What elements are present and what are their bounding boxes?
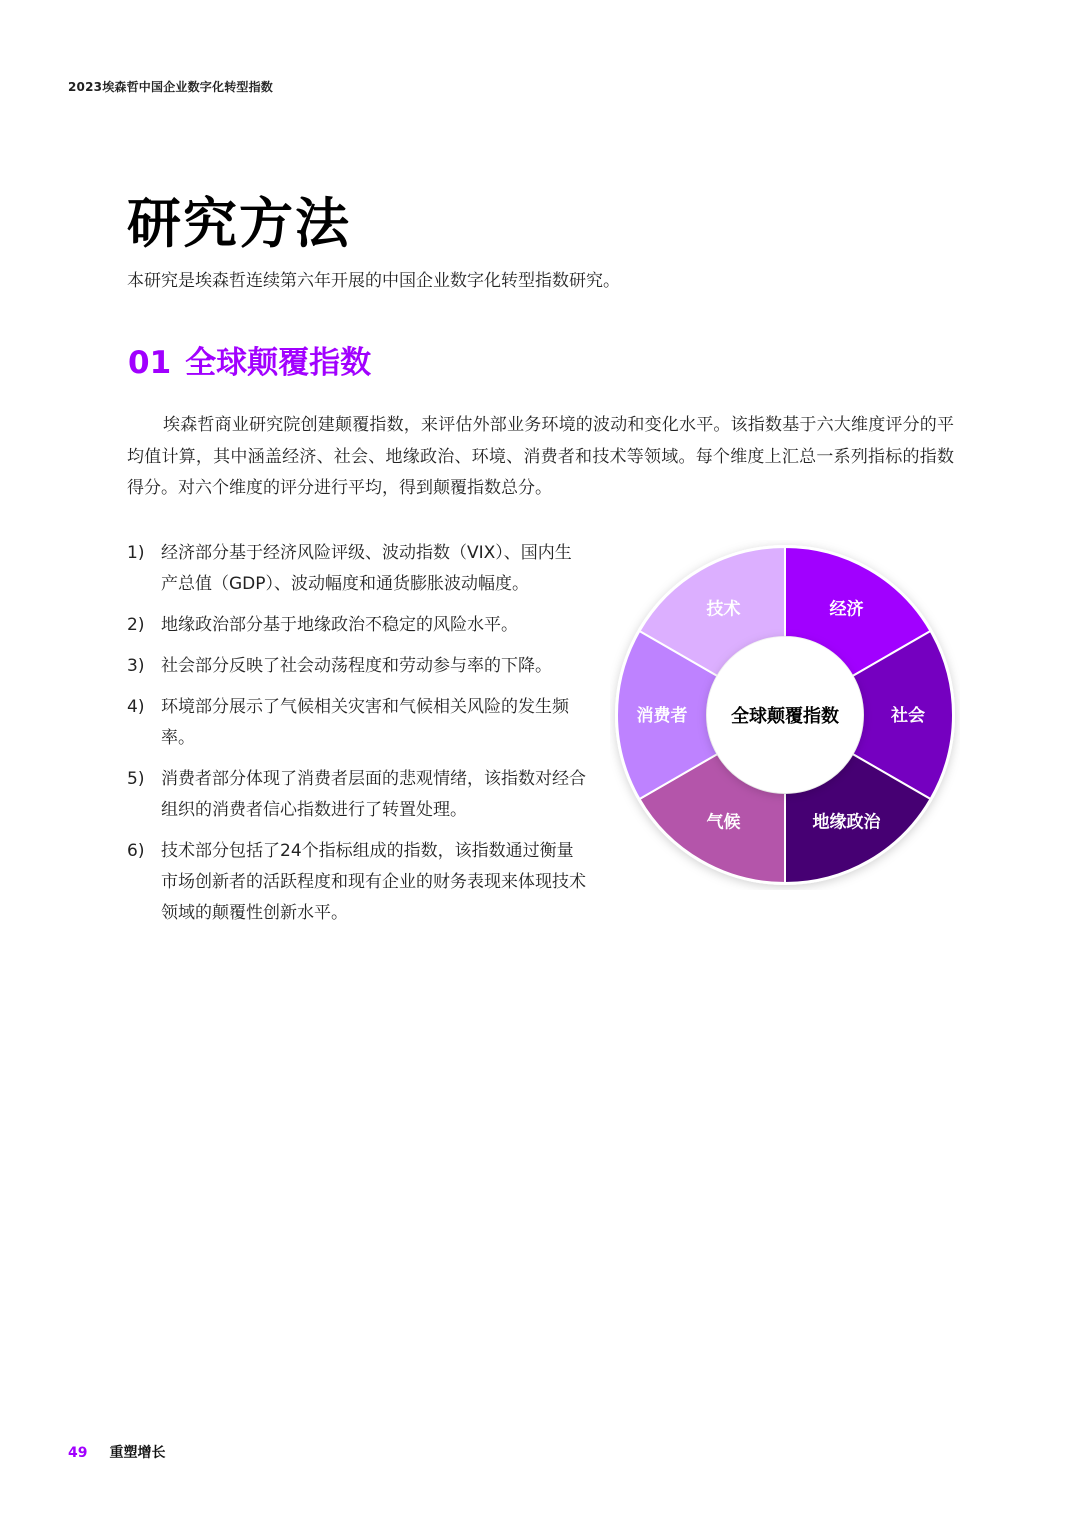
- list-item: [127, 651, 587, 682]
- donut-segment-label: 地缘政治: [812, 812, 881, 833]
- list-item: [127, 764, 587, 826]
- section-heading: [128, 345, 371, 382]
- list-item-index: 5): [127, 769, 145, 789]
- donut-center-label: 全球颠覆指数: [731, 706, 839, 727]
- list-item: [127, 836, 587, 929]
- list-item-text: 环境部分展示了气候相关灾害和气候相关风险的发生频率。: [161, 697, 569, 748]
- donut-segment-label: 消费者: [636, 706, 688, 726]
- list-item-text: 经济部分基于经济风险评级、波动指数（VIX）、国内生产总值（GDP）、波动幅度和通货膨胀波动幅度。: [161, 543, 572, 594]
- donut-segment-label: 气候: [706, 812, 741, 833]
- list-item: [127, 538, 587, 600]
- page-title: 研究方法: [127, 192, 351, 255]
- page-number: 49: [68, 1445, 88, 1461]
- donut-chart: [610, 540, 960, 890]
- list-item-text: 地缘政治部分基于地缘政治不稳定的风险水平。: [161, 615, 518, 635]
- list-item: [127, 692, 587, 754]
- list-item-text: 社会部分反映了社会动荡程度和劳动参与率的下降。: [161, 656, 552, 676]
- donut-segment-label: 技术: [706, 599, 741, 620]
- list-item-index: 4): [127, 697, 145, 717]
- intro-paragraph: 埃森哲商业研究院创建颠覆指数，来评估外部业务环境的波动和变化水平。该指数基于六大维度评分的平均值计算，其中涵盖经济、社会、地缘政治、环境、消费者和技术等领域。每个维度上汇总一系列指标的指数得分。对六个维度的评分进行平均，得到颠覆指数总分。: [127, 415, 954, 498]
- donut-segment-label: 社会: [891, 706, 925, 726]
- list-item-text: 技术部分包括了24个指标组成的指数，该指数通过衡量市场创新者的活跃程度和现有企业的财务表现来体现技术领域的颠覆性创新水平。: [161, 841, 586, 923]
- document-header-title: 2023埃森哲中国企业数字化转型指数: [68, 80, 273, 94]
- list-item-index: 3): [127, 656, 145, 676]
- donut-segment-label: 经济: [829, 599, 864, 620]
- list-item: [127, 610, 587, 641]
- list-item-text: 消费者部分体现了消费者层面的悲观情绪，该指数对经合组织的消费者信心指数进行了转置处理。: [161, 769, 586, 820]
- footer-title: 重塑增长: [109, 1445, 166, 1461]
- section-number: 01: [128, 345, 172, 381]
- list-item-index: 1): [127, 543, 145, 563]
- page-subtitle: 本研究是埃森哲连续第六年开展的中国企业数字化转型指数研究。: [127, 271, 620, 291]
- list-item-index: 6): [127, 841, 145, 861]
- list-item-index: 2): [127, 615, 145, 635]
- section-title: 全球颠覆指数: [185, 345, 372, 381]
- page-footer: [68, 1442, 165, 1462]
- dimension-list: [127, 538, 587, 939]
- disruption-index-diagram: [610, 540, 960, 890]
